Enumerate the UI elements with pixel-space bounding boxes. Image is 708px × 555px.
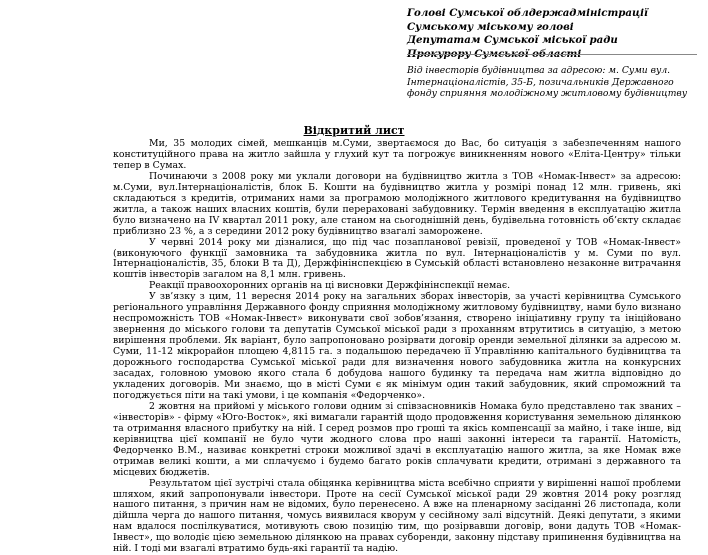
- addressee-line: Сумському міському голові: [407, 20, 574, 33]
- addressee-line: Прокурору Сумської області: [407, 47, 582, 60]
- body-paragraph: Реакції правоохоронних органів на ці висновки Держфінінспекції немає.: [149, 280, 511, 292]
- body-paragraph: Починаючи з 2008 року ми уклали договори на будівництво житла з ТОВ «Номак-Інвест» за адресою: м.Суми, вул.Інтернаціоналістів, блок Б. Кошти на будівництво житла у розмірі понад 12 млн. гривень, які складаються з кредитів, отриманих нами за програмою молодіжного житлового кредитування на будівництво житла, а також наших власних коштів, були перераховані забудовнику. Термін введення в експлуатацію житла було визначено на IV квартал 2011 року, але станом на сьогоднішній день, будівельна готовність об’єкту складає приблизно 23 %, а з середини 2012 року будівництво взагалі заморожене.: [113, 170, 681, 237]
- body-paragraph: У червні 2014 року ми дізналися, що під час позапланової ревізії, проведеної у ТОВ «Номак-Інвест» (виконуючого функції замовника та забудовника житла по вул. Інтернаціоналістів у м. Суми по вул. Інтернаціоналістів, 35, блоки В та Д), Держфінінспекцією в Сумській області встановлено незаконне витрачання коштів інвесторів загалом на 8,1 млн. гривень.: [113, 236, 681, 281]
- addressee-divider: [407, 54, 697, 55]
- addressee-line: Депутатам Сумської міської ради: [407, 34, 618, 46]
- letter-title: Відкритий лист: [303, 124, 405, 137]
- body-paragraph: Ми, 35 молодих сімей, мешканців м.Суми, звертаємося до Вас, бо ситуація з забезпеченням нашого конституційного права на житло зайшла у глухий кут та погрожує виникненням нового «Еліта-Центру» тільки тепер в Сумах.: [113, 138, 681, 171]
- body-paragraph: Результатом цієї зустрічі стала обіцянка керівництва міста всебічно сприяти у вирішенні нашої проблеми шляхом, який запропонували інвестори. Проте на сесії Сумської міської ради 29 жовтня 2014 року розгляд нашого питання, з причин нам не відомих, було перенесено. А вже на пленарному засіданні 26 листопада, коли дійшла черга до нашого питання, чомусь виявилася кворум у сесійному залі відсутній. Деякі депутати, з якими нам вдалося поспілкуватися, мотивують свою позицію тим, що розірвавши договір, вони дадуть ТОВ «Номак-Інвест», що володіє цією земельною ділянкою на правах суборенди, законну підставу припинення будівництва на ній. І тоді ми взагалі втратимо будь-які гарантії та надію.: [113, 477, 681, 555]
- addressee-line: Голові Сумської облдержадміністрації: [407, 7, 648, 19]
- sender-block: Від інвесторів будівництва за адресою: м. Суми вул. Інтернаціоналістів, 35-Б, позичальників Державного фонду сприяння молодіжному житловому будівництву: [407, 65, 688, 100]
- addressee-block: [407, 7, 697, 61]
- body-paragraph: У зв’язку з цим, 11 вересня 2014 року на загальних зборах інвесторів, за участі керівництва Сумського регіонального управління Державного фонду сприяння молодіжному житловому будівництву, нами було визнано неспроможність ТОВ «Номак-Інвест» виконувати свої зобов’язання, створено ініціативну групу та ініційовано звернення до міського голови та депутатів Сумської міської ради з проханням втрутитись в ситуацію, з метою вирішення проблеми. Як варіант, було запропоновано розірвати договір оренди земельної ділянки за адресою м. Суми, 11-12 мікрорайон площею 4,8115 га. з подальшою передачею її Управлінню капітального будівництва та дорожнього господарства Сумської міської ради для визначення нового забудовника житла на конкурсних засадах, головною умовою якого стала б добудова нашого будинку та передача нам житла відповідно до укладених договорів. Ми знаємо, що в місті Суми є як мінімум один такий забудовник, який спроможний та погоджується піти на такі умови, і це компанія «Федорченко».: [113, 291, 681, 401]
- letter-body: [113, 139, 681, 555]
- body-paragraph: 2 жовтня на прийомі у міського голови одним зі співзасновників Номака було представлено так званих – «інвесторів» - фірму «Юго-Восток», які вимагали гарантій щодо продовження користування земельною ділянкою та отримання власного прибутку на ній. І серед розмов про гроші та якісь компенсації за майно, і таке інше, від керівництва цієї компанії не було чути жодного слова про наші законні інтереси та гарантії. Натомість, Федорченко В.М., називає конкретні строки можливої здачі в експлуатацію нашого житла, за яке Номак вже отримав великі кошти, а ми сплачуємо і будемо багато років сплачувати кредити, отримані з державного та місцевих бюджетів.: [113, 400, 681, 478]
